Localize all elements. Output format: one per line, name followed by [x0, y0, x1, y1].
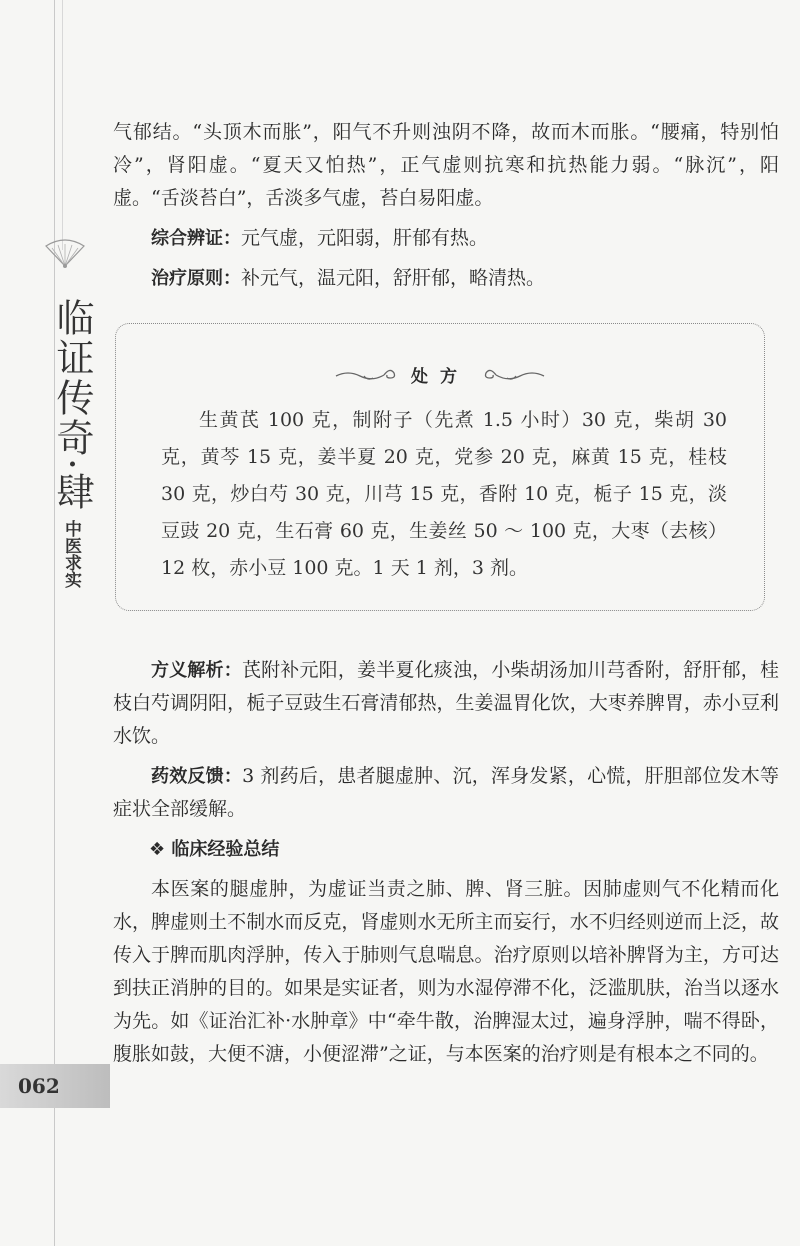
margin-rule — [54, 0, 55, 1246]
prescription-box — [115, 323, 765, 611]
diagnosis-paragraph — [113, 222, 779, 255]
summary-paragraph: 本医案的腿虚肿，为虚证当责之肺、脾、肾三脏。因肺虚则气不化精而化水，脾虚则土不制水而反克，肾虚则水无所主而妄行，水不归经则逆而上泛，故传入于脾而肌肉浮肿，传入于肺则气息喘息。治疗原则以培补脾肾为主，方可达到扶正消肿的目的。如果是实证者，则为水湿停滞不化，泛滥肌肤，治当以逐水为先。如《证治汇补·水肿章》中“牵牛散，治脾湿太过，遍身浮肿，喘不得卧，腹胀如鼓，大便不溏，小便涩滞”之证，与本医案的治疗则是有根本之不同的。 — [113, 878, 779, 1065]
book-subtitle: 中医求实 — [61, 520, 81, 588]
analysis-paragraph — [113, 654, 779, 753]
intro-section — [113, 116, 779, 302]
diagnosis-label: 综合辨证： — [151, 228, 241, 249]
analysis-section — [113, 654, 779, 1078]
margin-rule-inner — [62, 0, 63, 250]
principle-text: 补元气，温元阳，舒肝郁，略清热。 — [241, 267, 546, 289]
prescription-title-row — [116, 362, 764, 392]
page-number: 062 — [18, 1074, 60, 1098]
principle-label: 治疗原则： — [151, 268, 241, 289]
feedback-text: 3 剂药后，患者腿虚肿、沉，浑身发紧，心慌，肝胆部位发木等症状全部缓解。 — [113, 765, 779, 820]
analysis-label: 方义解析： — [151, 660, 242, 681]
diagnosis-text: 元气虚，元阳弱，肝郁有热。 — [241, 227, 489, 249]
prescription-title: 处方 — [411, 367, 469, 387]
feedback-label: 药效反馈： — [151, 766, 243, 787]
swirl-ornament-left-icon — [334, 366, 398, 384]
intro-paragraph: 气郁结。“头顶木而胀”，阳气不升则浊阴不降，故而木而胀。“腰痛，特别怕冷”，肾阳虚。“夏天又怕热”，正气虚则抗寒和抗热能力弱。“脉沉”，阳虚。“舌淡苔白”，舌淡多气虚，苔白易阳虚。 — [113, 121, 779, 209]
fan-ornament-icon — [40, 236, 90, 272]
book-title: 临证传奇·肆 — [50, 298, 94, 513]
prescription-text: 生黄芪 100 克，制附子（先煮 1.5 小时）30 克，柴胡 30 克，黄芩 15 克，姜半夏 20 克，党参 20 克，麻黄 15 克，桂枝 30 克，炒白芍 30 克，川芎 15 克，香附 10 克，栀子 15 克，淡豆豉 20 克，生石膏 60 克，生姜丝 50 ～ 100 克，大枣（去核）12 枚，赤小豆 100 克。1 天 1 剂，3 剂。 — [161, 409, 727, 579]
feedback-paragraph — [113, 760, 779, 826]
analysis-text: 芪附补元阳，姜半夏化痰浊，小柴胡汤加川芎香附，舒肝郁，桂枝白芍调阴阳，栀子豆豉生石膏清郁热，生姜温胃化饮，大枣养脾胃，赤小豆利水饮。 — [113, 659, 779, 747]
summary-heading: ❖ 临床经验总结 — [149, 839, 280, 860]
swirl-ornament-right-icon — [482, 366, 546, 384]
principle-paragraph — [113, 262, 779, 295]
